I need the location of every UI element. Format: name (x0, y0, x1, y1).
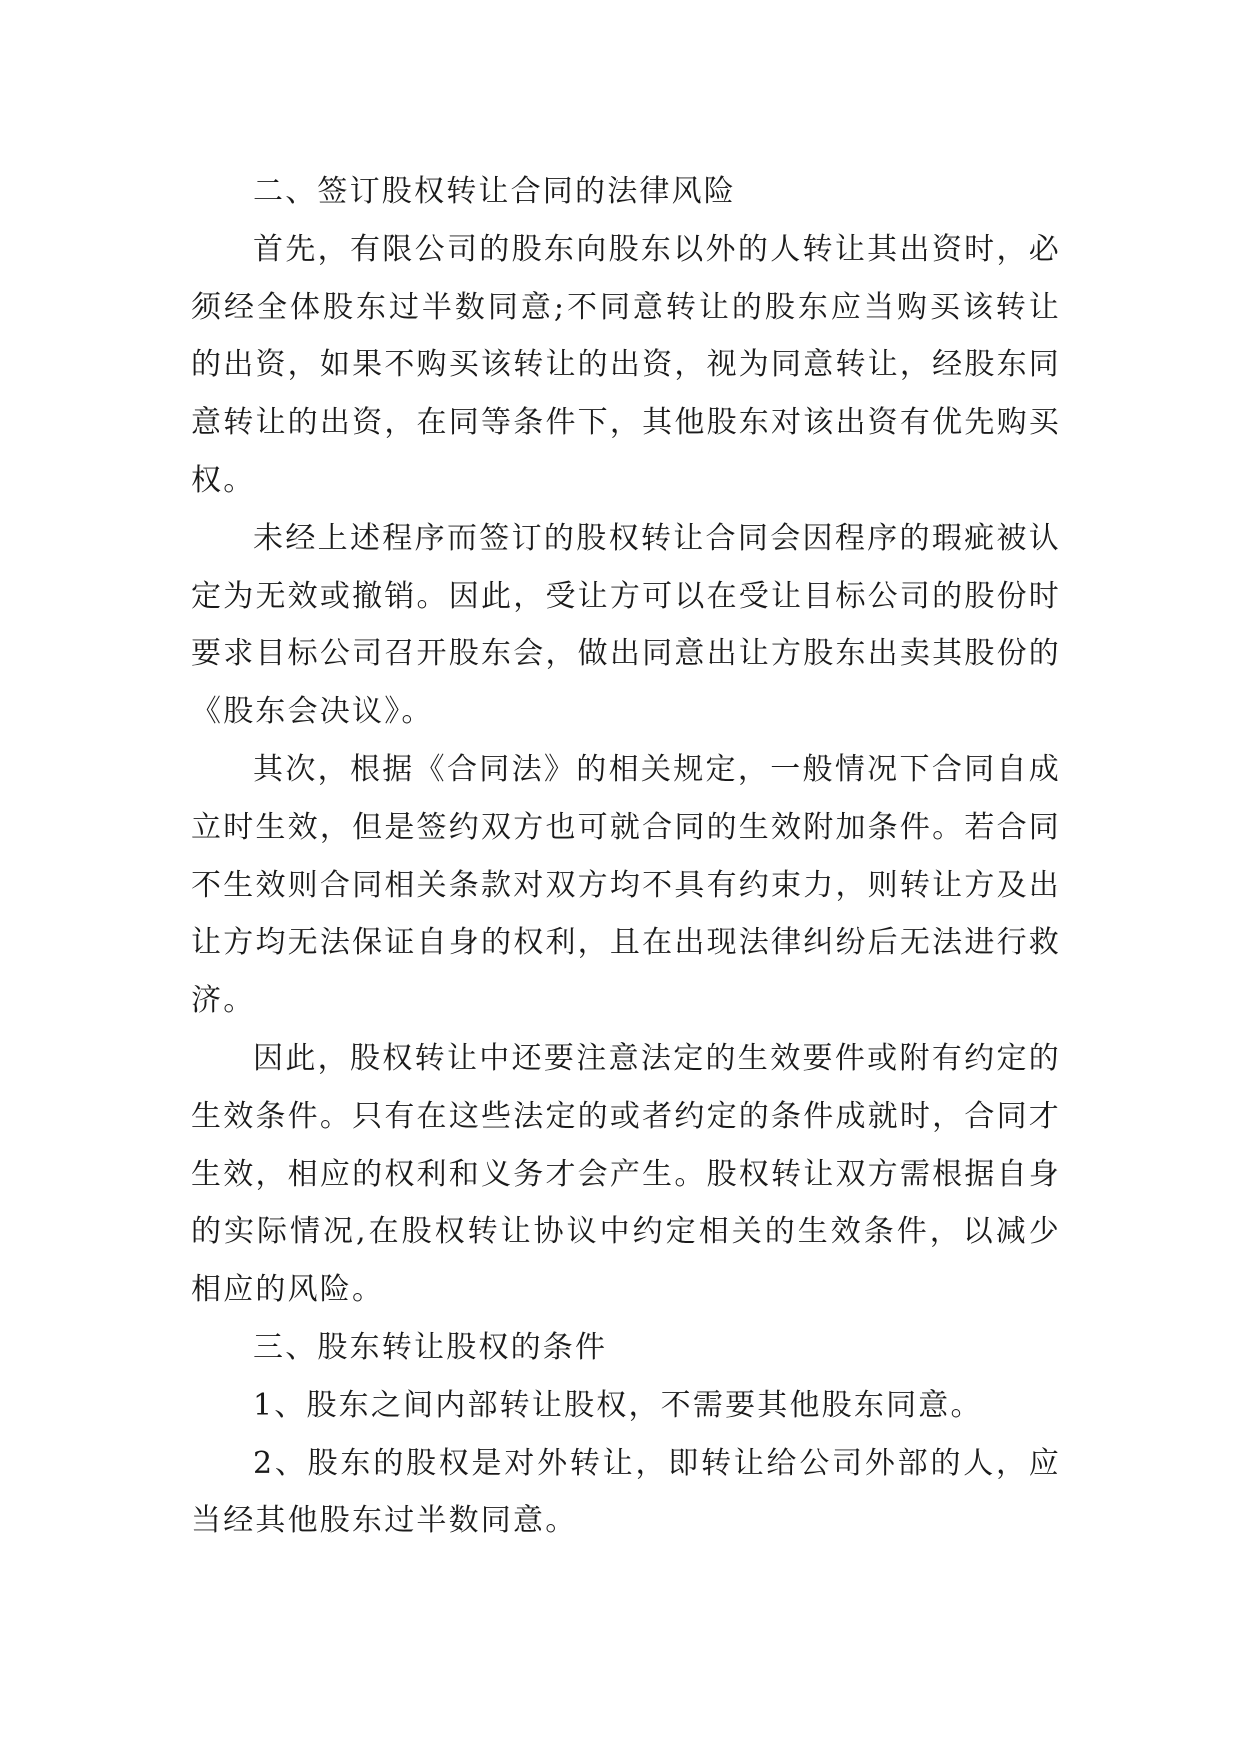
paragraph: 其次，根据《合同法》的相关规定，一般情况下合同自成立时生效，但是签约双方也可就合同的生效附加条件。若合同不生效则合同相关条款对双方均不具有约束力，则转让方及出让方均无法保证自身的权利，且在出现法律纠纷后无法进行救济。 (191, 751, 1061, 1019)
section-heading-2: 二、签订股权转让合同的法律风险 (253, 174, 736, 209)
list-item: 1、股东之间内部转让股权，不需要其他股东同意。 (253, 1387, 983, 1423)
section-heading-3: 三、股东转让股权的条件 (253, 1329, 608, 1365)
paragraph: 首先，有限公司的股东向股东以外的人转让其出资时，必须经全体股东过半数同意;不同意转让的股东应当购买该转让的出资，如果不购买该转让的出资，视为同意转让，经股东同意转让的出资，在同等条件下，其他股东对该出资有优先购买权。 (191, 231, 1061, 498)
paragraph: 未经上述程序而签订的股权转让合同会因程序的瑕疵被认定为无效或撤销。因此，受让方可以在受让目标公司的股份时要求目标公司召开股东会，做出同意出让方股东出卖其股份的《股东会决议》。 (191, 520, 1061, 730)
document-body (191, 163, 1061, 1550)
list-item: 2、股东的股权是对外转让，即转让给公司外部的人，应当经其他股东过半数同意。 (191, 1445, 1061, 1539)
paragraph: 因此，股权转让中还要注意法定的生效要件或附有约定的生效条件。只有在这些法定的或者约定的条件成就时，合同才生效，相应的权利和义务才会产生。股权转让双方需根据自身的实际情况,在股权转让协议中约定相关的生效条件，以减少相应的风险。 (191, 1040, 1061, 1308)
